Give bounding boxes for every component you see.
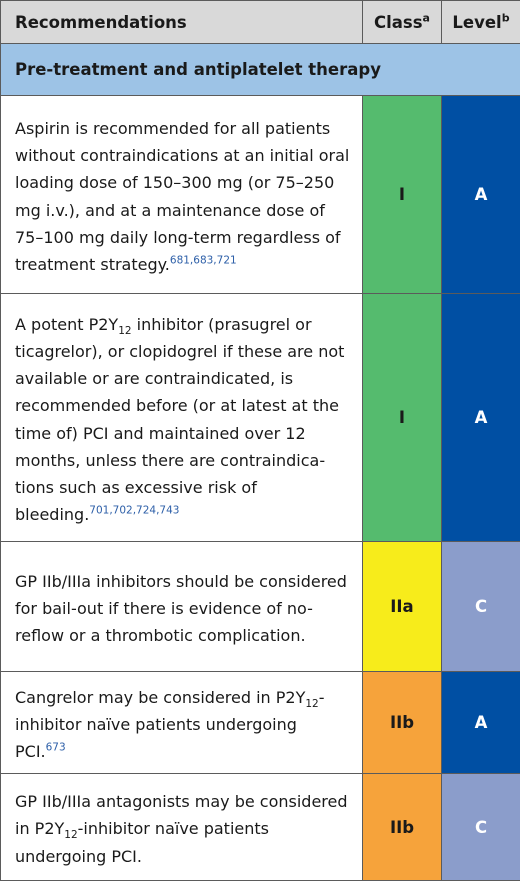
reference-numbers: 701,702,724,743 bbox=[89, 505, 179, 517]
section-row bbox=[1, 44, 520, 96]
header-recommendations: Recommendations bbox=[1, 1, 363, 44]
recommendation-text: Aspirin is recommended for all patients without contraindications at an initial oral loading dose of 150–300 mg (or 75–250 mg i.v.), and at a maintenance dose of 75–100 mg daily long-term regardless of treatment strategy.$^{681,683,721}$ bbox=[1, 96, 363, 294]
reference-numbers: 673 bbox=[46, 742, 66, 754]
header-level: Level$^b$ bbox=[442, 1, 520, 44]
recommendation-text: Cangrelor may be considered in $P2Y_{12}$-inhibitor naïve patients undergoing PCI.$^{673}$ bbox=[1, 672, 363, 774]
footnote-marker-a: a bbox=[423, 11, 430, 24]
level-cell: A bbox=[442, 96, 520, 294]
reference-numbers: 681,683,721 bbox=[170, 255, 237, 267]
class-cell: IIb bbox=[363, 672, 442, 774]
class-cell: I bbox=[363, 96, 442, 294]
recommendation-text: GP IIb/IIIa antagonists may be considered in $P2Y_{12}$-inhibitor naïve patients undergoing PCI. bbox=[1, 774, 363, 881]
level-cell: C bbox=[442, 542, 520, 672]
table-row bbox=[1, 672, 520, 774]
class-cell: IIb bbox=[363, 774, 442, 881]
recommendation-text: GP IIb/IIIa inhibitors should be considered for bail-out if there is evidence of no-reflow or a thrombotic complication. bbox=[1, 542, 363, 672]
footnote-marker-b: b bbox=[502, 11, 510, 24]
class-cell: I bbox=[363, 294, 442, 542]
table-row bbox=[1, 96, 520, 294]
recommendation-text: A potent $P2Y_{12}$ inhibitor (prasugrel or ticagrelor), or clopidogrel if these are not available or are contraindicated, is recommended before (or at latest at the time of) PCI and maintained over 12 months, unless there are contraindications such as excessive risk of bleeding.$^{701,702,724,743}$ bbox=[1, 294, 363, 542]
level-cell: A bbox=[442, 672, 520, 774]
level-cell: C bbox=[442, 774, 520, 881]
header-class: Class$^a$ bbox=[363, 1, 442, 44]
table-row bbox=[1, 294, 520, 542]
table-header-row bbox=[1, 1, 520, 44]
table-row bbox=[1, 774, 520, 881]
class-cell: IIa bbox=[363, 542, 442, 672]
section-title: Pre-treatment and antiplatelet therapy bbox=[1, 44, 520, 96]
table-row bbox=[1, 542, 520, 672]
level-cell: A bbox=[442, 294, 520, 542]
